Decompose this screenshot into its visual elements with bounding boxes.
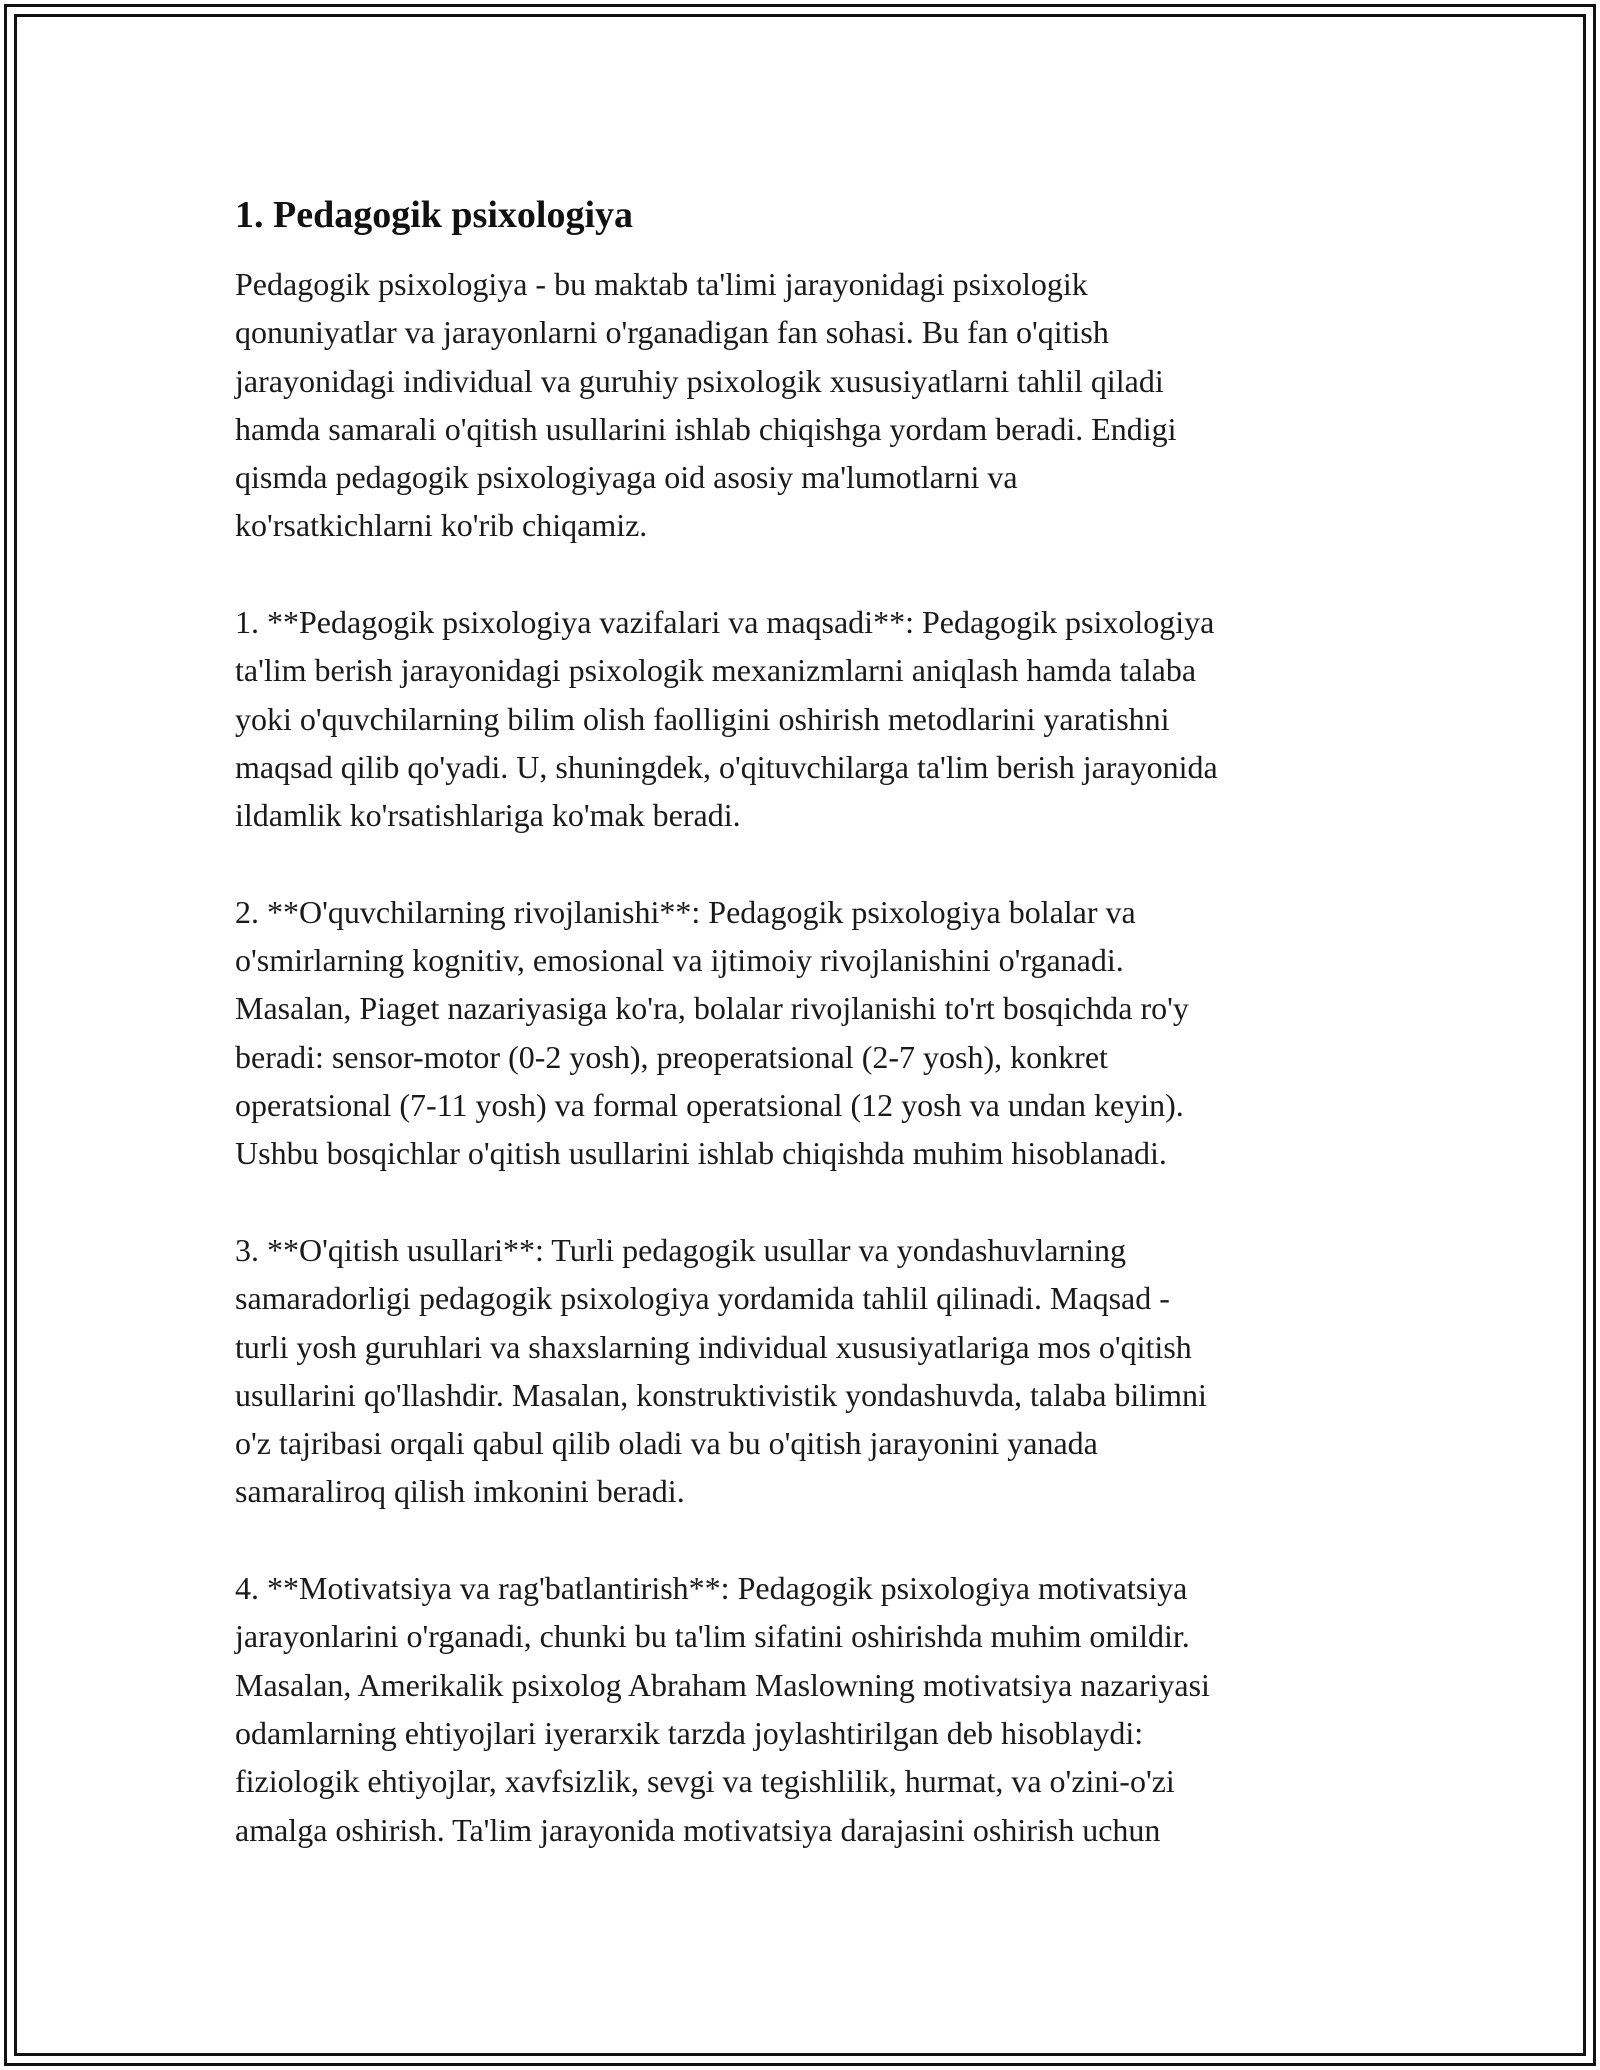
document-body [235,188,1385,1902]
section-title: 1. Pedagogik psixologiya [235,194,633,236]
paragraph-student-development: 2. **O'quvchilarning rivojlanishi**: Pedagogik psixologiya bolalar va o'smirlarning kognitiv, emosional va ijtimoiy rivojlanishini o'rganadi. Masalan, Piaget nazariyasiga ko'ra, bolalar rivojlanishi to'rt bosqichda ro'y beradi: sensor-motor (0-2 yosh), preoperatsional (2-7 yosh), konkret operatsional (7-11 yosh) va formal operatsional (12 yosh va undan keyin). Ushbu bosqichlar o'qitish usullarini ishlab chiqishda muhim hisoblanadi. [235,893,1189,1172]
paragraph-motivation: 4. **Motivatsiya va rag'batlantirish**: Pedagogik psixologiya motivatsiya jarayonlarini o'rganadi, chunki bu ta'lim sifatini oshirishda muhim omildir. Masalan, Amerikalik psixolog Abraham Maslowning motivatsiya nazariyasi odamlarning ehtiyojlari iyerarxik tarzda joylashtirilgan deb hisoblaydi: fiziologik ehtiyojlar, xavfsizlik, sevgi va tegishlilik, hurmat, va o'zini-o'zi amalga oshirish. Ta'lim jarayonida motivatsiya darajasini oshirish uchun [235,1570,1210,1848]
intro-paragraph: Pedagogik psixologiya - bu maktab ta'limi jarayonidagi psixologik qonuniyatlar va jarayonlarni o'rganadigan fan sohasi. Bu fan o'qitish jarayonidagi individual va guruhiy psixologik xususiyatlarni tahlil qiladi hamda samarali o'qitish usullarini ishlab chiqishga yordam beradi. Endigi qismda pedagogik psixologiyaga oid asosiy ma'lumotlarni va ko'rsatkichlarni ko'rib chiqamiz. [235,266,1177,544]
paragraph-tasks-and-goals: 1. **Pedagogik psixologiya vazifalari va maqsadi**: Pedagogik psixologiya ta'lim berish jarayonidagi psixologik mexanizmlarni aniqlash hamda talaba yoki o'quvchilarning bilim olish faolligini oshirish metodlarini yaratishni maqsad qilib qo'yadi. U, shuningdek, o'qituvchilarga ta'lim berish jarayonida ildamlik ko'rsatishlariga ko'mak beradi. [235,604,1218,834]
paragraph-teaching-methods: 3. **O'qitish usullari**: Turli pedagogik usullar va yondashuvlarning samaradorligi pedagogik psixologiya yordamida tahlil qilinadi. Maqsad - turli yosh guruhlari va shaxslarning individual xususiyatlariga mos o'qitish usullarini qo'llashdir. Masalan, konstruktivistik yondashuvda, talaba bilimni o'z tajribasi orqali qabul qilib oladi va bu o'qitish jarayonini yanada samaraliroq qilish imkonini beradi. [235,1231,1207,1510]
